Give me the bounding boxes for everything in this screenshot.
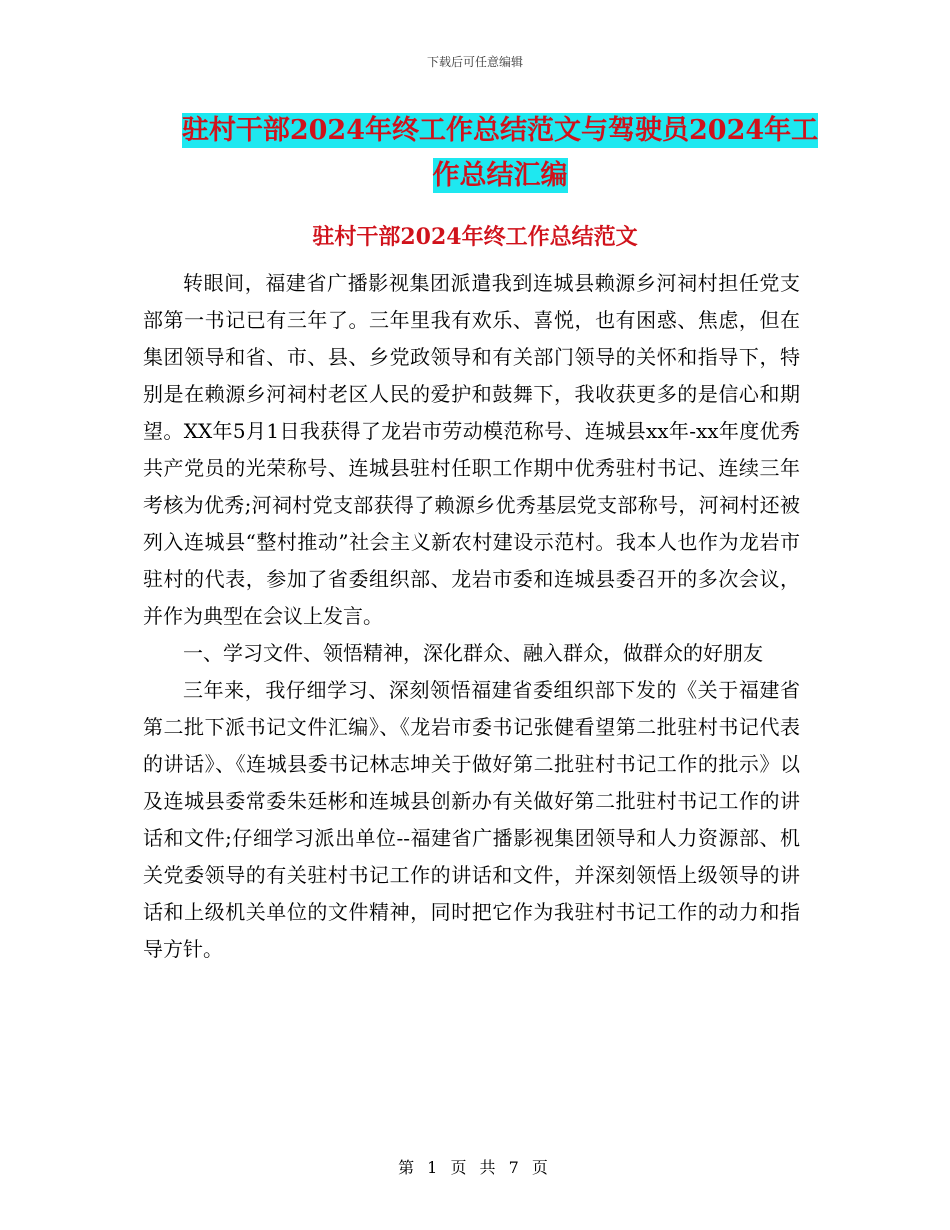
header-note: 下载后可任意编辑 [426,55,523,69]
section-title: 驻村干部2024年终工作总结范文 [312,224,638,250]
document-title [140,108,860,198]
paragraph: 一、学习文件、领悟精神，深化群众、融入群众，做群众的好朋友 [183,641,763,665]
body-text [143,265,800,968]
paragraph: 三年来，我仔细学习、深刻领悟福建省委组织部下发的《关于福建省第二批下派书记文件汇编》、《龙岩市委书记张健看望第二批驻村书记代表的讲话》、《连城县委书记林志坤关于做好第二批驻村书记工作的批示》以及连城县委常委朱廷彬和连城县创新办有关做好第二批驻村书记工作的讲话和文件;仔细学习派出单位--福建省广播影视集团领导和人力资源部、机关党委领导的有关驻村书记工作的讲话和文件，并深刻领悟上级领导的讲话和上级机关单位的文件精神，同时把它作为我驻村书记工作的动力和指导方针。 [143,678,800,961]
page-footer: 第 1 页 共 7 页 [398,1158,552,1177]
paragraph: 转眼间，福建省广播影视集团派遣我到连城县赖源乡河祠村担任党支部第一书记已有三年了。三年里我有欢乐、喜悦，也有困惑、焦虑，但在集团领导和省、市、县、乡党政领导和有关部门领导的关怀和指导下，特别是在赖源乡河祠村老区人民的爱护和鼓舞下，我收获更多的是信心和期望。XX年5月1日我获得了龙岩市劳动模范称号、连城县xx年-xx年度优秀共产党员的光荣称号、连城县驻村任职工作期中优秀驻村书记、连续三年考核为优秀;河祠村党支部获得了赖源乡优秀基层党支部称号，河祠村还被列入连城县“整村推动”社会主义新农村建设示范村。我本人也作为龙岩市驻村的代表，参加了省委组织部、龙岩市委和连城县委召开的多次会议，并作为典型在会议上发言。 [143,271,800,628]
document-title-line-1: 驻村干部2024年终工作总结范文与驾驶员2024年工 [181,115,819,146]
document-title-line-2: 作总结汇编 [432,160,568,191]
